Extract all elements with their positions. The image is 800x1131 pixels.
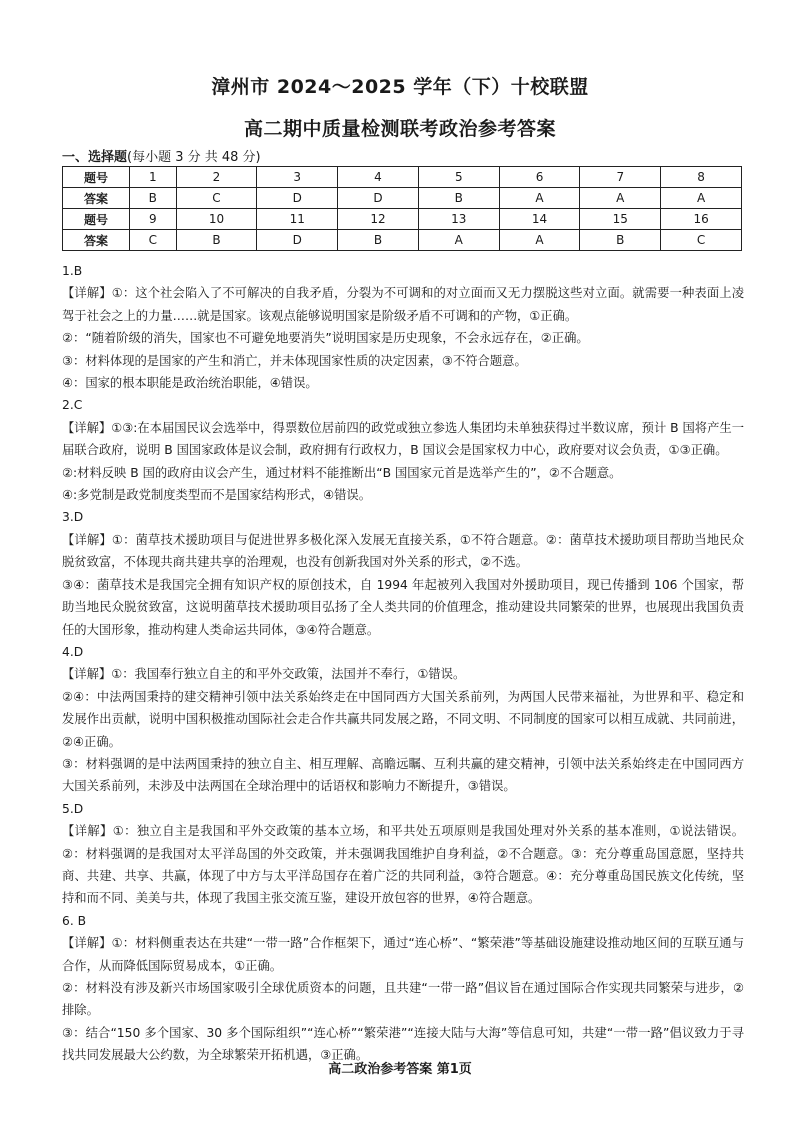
row-label: 题号 bbox=[63, 209, 130, 230]
section-heading bbox=[62, 146, 261, 165]
table-row bbox=[63, 230, 742, 251]
table-cell: C bbox=[130, 230, 177, 251]
row-label: 答案 bbox=[63, 188, 130, 209]
row-label: 题号 bbox=[63, 167, 130, 188]
section-label: 一、选择题 bbox=[62, 150, 128, 165]
explanations bbox=[62, 260, 744, 1067]
table-cell: 2 bbox=[176, 167, 257, 188]
question-number: 1.B bbox=[62, 264, 83, 278]
explanation-paragraph: 【详解】①③:在本届国民议会选举中，得票数位居前四的政党或独立参选人集团均未单独获得过半数议席，预计 B 国将产生一届联合政府，说明 B 国国家政体是议会制，政府拥有行政权力，B 国议会是国家权力中心，政府要对议会负责，①③正确。 bbox=[62, 420, 744, 458]
question-number: 5.D bbox=[62, 801, 84, 816]
table-cell: D bbox=[257, 230, 338, 251]
table-cell: 13 bbox=[418, 209, 499, 230]
table-cell: A bbox=[499, 230, 580, 251]
explanation-paragraph: 【详解】①：材料侧重表达在共建“一带一路”合作框架下，通过“连心桥”、“繁荣港”等基础设施建设推动地区间的互联互通与合作，从而降低国际贸易成本，①正确。 bbox=[62, 936, 744, 973]
table-cell: 15 bbox=[580, 209, 661, 230]
table-cell: 10 bbox=[176, 209, 257, 230]
table-cell: B bbox=[130, 188, 177, 209]
explanation-paragraph: ③：材料强调的是中法两国秉持的独立自主、相互理解、高瞻远瞩、互利共赢的建交精神，引领中法关系始终走在中国同西方大国关系前列，未涉及中法两国在全球治理中的话语权和影响力不断提升，③错误。 bbox=[62, 756, 744, 794]
section-note: (每小题 3 分 共 48 分) bbox=[127, 150, 261, 165]
table-cell: 1 bbox=[130, 167, 177, 188]
table-cell: D bbox=[338, 188, 419, 209]
table-cell: 11 bbox=[257, 209, 338, 230]
explanation-paragraph: ③：结合“150 多个国家、30 多个国际组织”“连心桥”“繁荣港”“连接大陆与大海”等信息可知，共建“一带一路”倡议致力于寻找共同发展最大公约数，为全球繁荣开拓机遇，③正确。 bbox=[62, 1025, 744, 1063]
table-cell: C bbox=[661, 230, 742, 251]
table-cell: D bbox=[257, 188, 338, 209]
question-number: 2.C bbox=[62, 398, 83, 413]
table-cell: A bbox=[580, 188, 661, 209]
table-cell: A bbox=[661, 188, 742, 209]
row-label: 答案 bbox=[63, 230, 130, 251]
table-cell: B bbox=[338, 230, 419, 251]
table-cell: B bbox=[418, 188, 499, 209]
table-row bbox=[63, 188, 742, 209]
table-cell: B bbox=[176, 230, 257, 251]
explanation-paragraph: ②④：中法两国秉持的建交精神引领中法关系始终走在中国同西方大国关系前列，为两国人民带来福祉，为世界和平、稳定和发展作出贡献，说明中国积极推动国际社会走合作共赢共同发展之路，不同文明、不同制度的国家可以相互成就、共同前进，②④正确。 bbox=[62, 689, 744, 749]
table-cell: 5 bbox=[418, 167, 499, 188]
document-title: 漳州市 2024～2025 学年（下）十校联盟 bbox=[211, 76, 589, 98]
table-cell: 8 bbox=[661, 167, 742, 188]
answer-table bbox=[62, 166, 742, 251]
explanation-paragraph: 【详解】①：菌草技术援助项目与促进世界多极化深入发展无直接关系，①不符合题意。②：菌草技术援助项目帮助当地民众脱贫致富，不体现共商共建共享的治理观，也没有创新我国对外关系的形式，②不选。 bbox=[62, 532, 744, 570]
table-cell: 14 bbox=[499, 209, 580, 230]
explanation-paragraph: ④:多党制是政党制度类型而不是国家结构形式，④错误。 bbox=[62, 488, 372, 503]
document-subtitle: 高二期中质量检测联考政治参考答案 bbox=[243, 118, 556, 140]
question-number: 6. B bbox=[62, 913, 87, 928]
page-footer: 高二政治参考答案 第1页 bbox=[328, 1062, 472, 1077]
explanation-paragraph: 【详解】①：独立自主是我国和平外交政策的基本立场，和平共处五项原则是我国处理对外关系的基本准则，①说法错误。②：材料强调的是我国对太平洋岛国的外交政策，并未强调我国维护自身利益，②不合题意。③：充分尊重岛国意愿，坚持共商、共建、共享、共赢，体现了中方与太平洋岛国存在着广泛的共同利益，③符合题意。④：充分尊重岛国民族文化传统，坚持和而不同、美美与共，体现了我国主张交流互鉴，建设开放包容的世界，④符合题意。 bbox=[62, 824, 744, 906]
table-cell: B bbox=[580, 230, 661, 251]
explanation-paragraph: 【详解】①：这个社会陷入了不可解决的自我矛盾，分裂为不可调和的对立面而又无力摆脱这些对立面。就需要一种表面上凌驾于社会之上的力量……就是国家。该观点能够说明国家是阶级矛盾不可调和的产物，①正确。 bbox=[62, 286, 744, 323]
table-cell: A bbox=[499, 188, 580, 209]
question-number: 4.D bbox=[62, 644, 84, 659]
table-cell: 7 bbox=[580, 167, 661, 188]
table-cell: 6 bbox=[499, 167, 580, 188]
explanation-paragraph: ④：国家的根本职能是政治统治职能，④错误。 bbox=[62, 376, 318, 391]
table-cell: 3 bbox=[257, 167, 338, 188]
explanation-paragraph: ②：“随着阶级的消失，国家也不可避免地要消失”说明国家是历史现象，不会永远存在，②正确。 bbox=[62, 331, 589, 346]
table-cell: 16 bbox=[661, 209, 742, 230]
explanation-paragraph: ②:材料反映 B 国的政府由议会产生，通过材料不能推断出“B 国国家元首是选举产生的”，②不合题意。 bbox=[62, 465, 622, 480]
table-row bbox=[63, 209, 742, 230]
explanation-paragraph: ③④：菌草技术是我国完全拥有知识产权的原创技术，自 1994 年起被列入我国对外援助项目，现已传播到 106 个国家，帮助当地民众脱贫致富，这说明菌草技术援助项目弘扬了全人类共同的价值理念，推动建设共同繁荣的世界，也展现出我国负责任的大国形象，推动构建人类命运共同体，③④符合题意。 bbox=[62, 577, 744, 637]
table-cell: A bbox=[418, 230, 499, 251]
explanation-paragraph: ③：材料体现的是国家的产生和消亡，并未体现国家性质的决定因素，③不符合题意。 bbox=[62, 353, 527, 368]
explanation-paragraph: 【详解】①：我国奉行独立自主的和平外交政策，法国并不奉行，①错误。 bbox=[62, 667, 466, 682]
question-number: 3.D bbox=[62, 510, 84, 525]
table-cell: 9 bbox=[130, 209, 177, 230]
table-cell: 4 bbox=[338, 167, 419, 188]
explanation-paragraph: ②：材料没有涉及新兴市场国家吸引全球优质资本的问题，且共建“一带一路”倡议旨在通过国际合作实现共同繁荣与进步，②排除。 bbox=[62, 981, 744, 1018]
table-cell: 12 bbox=[338, 209, 419, 230]
table-row bbox=[63, 167, 742, 188]
table-cell: C bbox=[176, 188, 257, 209]
